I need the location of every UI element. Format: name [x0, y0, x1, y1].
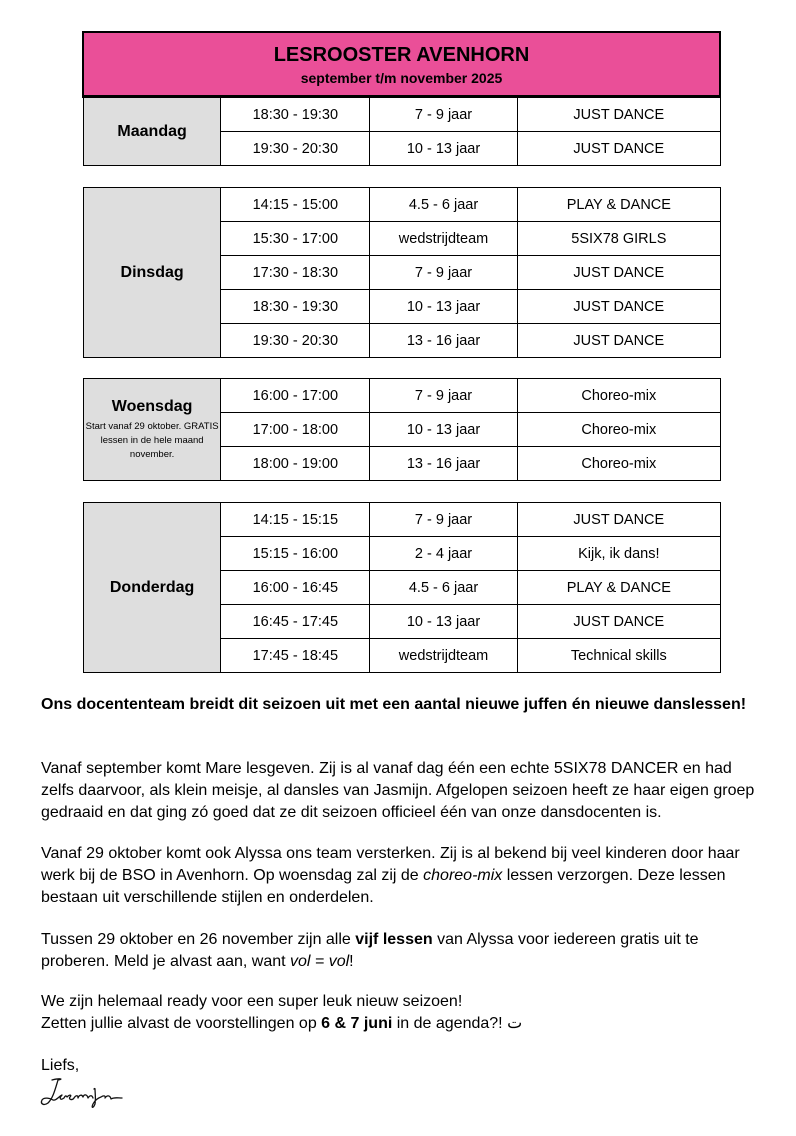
day-label: Dinsdag: [84, 188, 221, 358]
lesson-age: 10 - 13 jaar: [370, 413, 517, 447]
schedule-title: LESROOSTER AVENHORN: [273, 44, 530, 66]
lesson-class: PLAY & DANCE: [517, 188, 720, 222]
lesson-class: Choreo-mix: [517, 413, 720, 447]
signature-image: [38, 1076, 148, 1112]
lesson-class: PLAY & DANCE: [517, 571, 720, 605]
lesson-age: 7 - 9 jaar: [370, 379, 517, 413]
lesson-class: JUST DANCE: [517, 503, 720, 537]
paragraph-text: Tussen 29 oktober en 26 november zijn alle: [41, 931, 356, 948]
lesson-age: 7 - 9 jaar: [370, 98, 517, 132]
schedule-day-donderdag: [83, 502, 721, 673]
lesson-time: 16:45 - 17:45: [221, 605, 370, 639]
paragraph-text: !: [349, 953, 354, 970]
table-row: [84, 503, 721, 537]
lesson-class: Technical skills: [517, 639, 720, 673]
lesson-time: 14:15 - 15:00: [221, 188, 370, 222]
lesson-time: 15:15 - 16:00: [221, 537, 370, 571]
lesson-time: 15:30 - 17:00: [221, 222, 370, 256]
closing: Liefs,: [41, 1057, 80, 1074]
lesson-age: 13 - 16 jaar: [370, 324, 517, 358]
schedule-day-dinsdag: [83, 187, 721, 358]
paragraph-text: lessen verzorgen. Deze lessen bestaan uit verschillende stijlen en onderdelen.: [41, 867, 726, 906]
lesson-class: JUST DANCE: [517, 605, 720, 639]
intro-paragraph: Ons docententeam breidt dit seizoen uit met een aantal nieuwe juffen én nieuwe danslessen!: [41, 696, 747, 713]
paragraph-text: in de agenda?!: [392, 1015, 508, 1032]
lesson-age: 7 - 9 jaar: [370, 256, 517, 290]
day-label: Maandag: [84, 98, 221, 166]
lesson-time: 18:30 - 19:30: [221, 290, 370, 324]
paragraph-text: van Alyssa voor iedereen gratis uit te proberen. Meld je alvast aan, want: [41, 931, 699, 970]
lesson-time: 16:00 - 16:45: [221, 571, 370, 605]
lesson-class: JUST DANCE: [517, 256, 720, 290]
lesson-class: JUST DANCE: [517, 290, 720, 324]
smiley-icon: ت: [507, 1015, 523, 1032]
day-cell: [84, 379, 221, 481]
lesson-age: 4.5 - 6 jaar: [370, 188, 517, 222]
lesson-age: 10 - 13 jaar: [370, 290, 517, 324]
paragraph-text: We zijn helemaal ready voor een super leuk nieuw seizoen!: [41, 993, 463, 1010]
lesson-class: Choreo-mix: [517, 379, 720, 413]
lesson-time: 14:15 - 15:15: [221, 503, 370, 537]
day-label: Woensdag: [111, 397, 193, 415]
paragraph-season: [41, 991, 766, 1035]
lesson-class: Kijk, ik dans!: [517, 537, 720, 571]
lesson-time: 17:30 - 18:30: [221, 256, 370, 290]
paragraph-free-lessons: [41, 929, 766, 973]
lesson-time: 16:00 - 17:00: [221, 379, 370, 413]
lesson-time: 19:30 - 20:30: [221, 324, 370, 358]
lesson-class: 5SIX78 GIRLS: [517, 222, 720, 256]
table-row: [84, 98, 721, 132]
emphasis-text: choreo-mix: [423, 867, 503, 884]
lesson-age: 7 - 9 jaar: [370, 503, 517, 537]
lesson-age: 10 - 13 jaar: [370, 605, 517, 639]
lesson-age: 4.5 - 6 jaar: [370, 571, 517, 605]
lesson-time: 18:00 - 19:00: [221, 447, 370, 481]
lesson-age: 10 - 13 jaar: [370, 132, 517, 166]
lesson-class: Choreo-mix: [517, 447, 720, 481]
table-row: [84, 379, 721, 413]
lesson-class: JUST DANCE: [517, 98, 720, 132]
lesson-age: 2 - 4 jaar: [370, 537, 517, 571]
lesson-age: wedstrijdteam: [370, 222, 517, 256]
paragraph-alyssa: [41, 843, 766, 909]
lesson-time: 17:45 - 18:45: [221, 639, 370, 673]
lesson-class: JUST DANCE: [517, 324, 720, 358]
bold-text: vijf lessen: [355, 931, 433, 948]
schedule-header: [82, 31, 721, 98]
lesson-age: wedstrijdteam: [370, 639, 517, 673]
schedule-day-maandag: [83, 97, 721, 166]
day-note: Start vanaf 29 oktober. GRATIS lessen in de hele maand november.: [85, 420, 219, 460]
lesson-time: 17:00 - 18:00: [221, 413, 370, 447]
lesson-time: 19:30 - 20:30: [221, 132, 370, 166]
emphasis-text: vol = vol: [290, 953, 350, 970]
day-label: Donderdag: [84, 503, 221, 673]
lesson-class: JUST DANCE: [517, 132, 720, 166]
paragraph-text: Zetten jullie alvast de voorstellingen op: [41, 1015, 322, 1032]
paragraph-mare: Vanaf september komt Mare lesgeven. Zij is al vanaf dag één een echte 5SIX78 DANCER en had zelfs daarvoor, als klein meisje, al dansles van Jasmijn. Afgelopen seizoen heeft ze haar eigen groep gedraaid en dat ging zó goed dat ze dit seizoen officieel één van onze dansdocenten is.: [41, 760, 755, 821]
lesson-time: 18:30 - 19:30: [221, 98, 370, 132]
lesson-age: 13 - 16 jaar: [370, 447, 517, 481]
schedule-period: september t/m november 2025: [300, 70, 503, 86]
schedule-day-woensdag: [83, 378, 721, 481]
paragraph-text: Vanaf 29 oktober komt ook Alyssa ons team versterken. Zij is al bekend bij veel kinderen door haar werk bij de BSO in Avenhorn. Op woensdag zal zij de: [41, 845, 740, 884]
table-row: [84, 188, 721, 222]
bold-text: 6 & 7 juni: [321, 1015, 393, 1032]
